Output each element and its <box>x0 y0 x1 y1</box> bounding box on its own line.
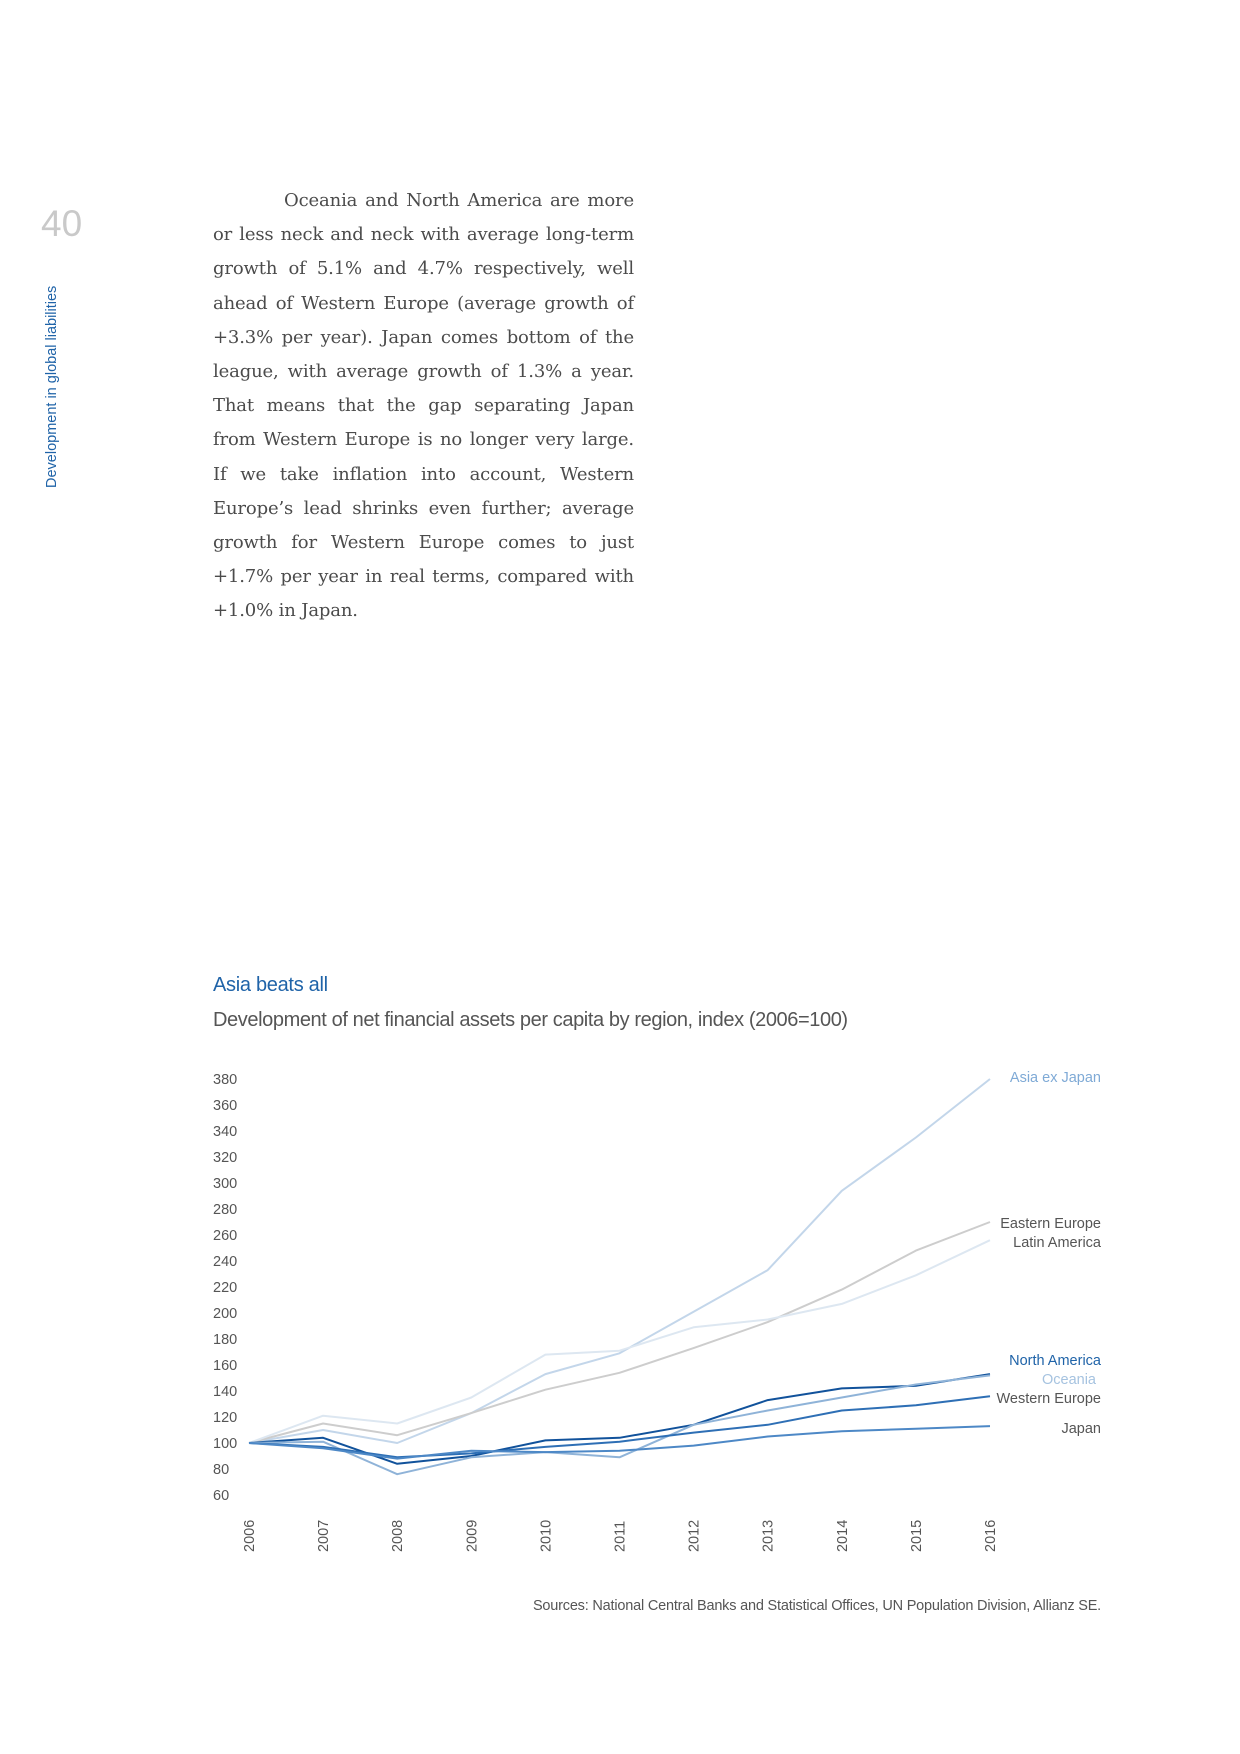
series-line-oceania <box>249 1375 990 1474</box>
x-tick-label: 2012 <box>686 1519 703 1552</box>
y-tick-label: 140 <box>213 1384 238 1400</box>
y-axis-ticks <box>213 1072 237 1504</box>
x-tick-label: 2011 <box>612 1520 629 1552</box>
series-labels <box>996 1070 1101 1437</box>
x-tick-label: 2008 <box>390 1519 407 1552</box>
chart-subtitle: Development of net financial assets per capita by region, index (2006=100) <box>213 1009 848 1031</box>
series-line-western-europe <box>249 1396 990 1457</box>
series-label-latin-america: Latin America <box>1013 1235 1101 1251</box>
y-tick-label: 360 <box>213 1098 238 1114</box>
x-tick-label: 2007 <box>316 1519 333 1552</box>
x-tick-label: 2013 <box>760 1519 777 1552</box>
x-tick-label: 2014 <box>834 1519 851 1552</box>
y-tick-label: 80 <box>213 1462 230 1478</box>
y-tick-label: 200 <box>213 1306 238 1322</box>
body-paragraph: Oceania and North America are more or less neck and neck with average long-term growth of 5.1% and 4.7% respectively, well ahead of Western Europe (average growth of +3.3% per year). Japan comes bottom of the league, with average growth of 1.3% a year. That means that the gap separating Japan from Western Europe is no longer very large. If we take inflation into account, Western Europe’s lead shrinks even further; average growth for Western Europe comes to just +1.7% per year in real terms, compared with +1.0% in Japan. <box>213 190 634 622</box>
y-tick-label: 180 <box>213 1332 238 1348</box>
series-label-oceania: Oceania <box>1041 1372 1096 1388</box>
page-number: 40 <box>41 203 83 244</box>
x-tick-label: 2016 <box>983 1519 999 1552</box>
series-line-eastern-europe <box>249 1222 990 1443</box>
series-lines <box>249 1079 990 1474</box>
y-tick-label: 300 <box>213 1176 238 1192</box>
series-label-asia-ex-japan: Asia ex Japan <box>1009 1070 1101 1086</box>
y-tick-label: 320 <box>213 1150 238 1166</box>
series-label-japan: Japan <box>1061 1421 1101 1437</box>
y-tick-label: 220 <box>213 1280 238 1296</box>
sources-note: Sources: National Central Banks and Statistical Offices, UN Population Division, Allianz SE. <box>532 1598 1101 1614</box>
series-line-asia-ex-japan <box>249 1079 990 1443</box>
chart-title: Asia beats all <box>213 974 328 996</box>
y-tick-label: 260 <box>213 1228 238 1244</box>
y-tick-label: 340 <box>213 1124 238 1140</box>
y-tick-label: 100 <box>213 1436 238 1452</box>
section-caption: Development in global liabilities <box>44 285 60 488</box>
series-label-eastern-europe: Eastern Europe <box>1000 1216 1101 1232</box>
y-tick-label: 240 <box>213 1254 238 1270</box>
y-tick-label: 60 <box>213 1488 230 1504</box>
series-label-north-america: North America <box>1009 1353 1101 1369</box>
x-tick-label: 2006 <box>242 1519 258 1552</box>
y-tick-label: 280 <box>213 1202 238 1218</box>
y-tick-label: 380 <box>213 1072 238 1088</box>
y-tick-label: 160 <box>213 1358 238 1374</box>
x-axis-ticks <box>242 1520 999 1552</box>
x-tick-label: 2015 <box>908 1519 925 1552</box>
series-label-western-europe: Western Europe <box>996 1391 1101 1407</box>
x-tick-label: 2009 <box>464 1519 481 1552</box>
y-tick-label: 120 <box>213 1410 238 1426</box>
x-tick-label: 2010 <box>538 1519 555 1552</box>
